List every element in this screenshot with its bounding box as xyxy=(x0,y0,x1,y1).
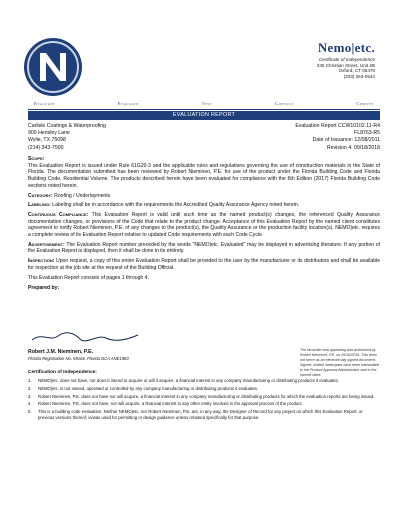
continuous-compliance-label: Continuous Compliance: xyxy=(28,211,89,218)
manufacturer-block xyxy=(28,123,106,152)
seal-note: The facsimile seal appearing was authorized by Robert Nieminen, P.E. on 09/18/2018. This does not serve as an electronically signed document. Signed, sealed hardcopies have been transmitted to the Product Approval Administrator and to the named client. xyxy=(300,348,379,377)
category-text: Roofing / Underlayments xyxy=(54,192,111,199)
company-address-line2: Oxford, CT 06478 xyxy=(338,68,375,74)
disclosure-title: Certification of Independence: xyxy=(28,370,98,375)
pages-note: This Evaluation Report consists of pages 1 through 4. xyxy=(28,274,149,281)
service-nav xyxy=(28,101,380,109)
labeling-text: Labeling shall be in accordance with the requirements the Accredited Quality Assurance Agency noted herein. xyxy=(52,202,300,209)
revision: Revision 4: 09/18/2018 xyxy=(326,144,380,151)
inspection-label: Inspection: xyxy=(28,258,55,265)
category-label: Category: xyxy=(28,192,53,199)
company-address-line1: 345 Christian Street, Unit 2B xyxy=(316,62,375,68)
signer-name: Robert J.M. Nieminen, P.E. xyxy=(28,349,94,355)
scope-section xyxy=(28,156,380,190)
company-subtitle: Certificate of Independence xyxy=(318,56,375,62)
disclosure-item: 4. Robert Nieminen, P.E. does not have, nor will acquire, a financial interest in any other entity involved in the approval process of the product. xyxy=(28,401,303,407)
nav-item-3: Test xyxy=(201,101,213,106)
header-divider xyxy=(28,109,380,110)
manufacturer-name: Carlisle Coatings & Waterproofing xyxy=(28,123,106,129)
labeling-label: Labeling: xyxy=(28,202,51,209)
scope-text: This Evaluation Report is issued under Rule 61G20-3 and the applicable rules and regulations governing the use of construction materials in the State of Florida. The documentation submitted has been reviewed by Robert Nieminen, P.E. for use of the product under the Florida Building Code and Florida Building Code, Residential Volume. The products described herein have been evaluated for compliance with the 6th Edition (2017) Florida Building Code sections noted herein. xyxy=(28,162,380,189)
company-name: Nemo|etc. xyxy=(317,40,375,55)
nav-item-2: Evaluate xyxy=(117,101,139,106)
category-section xyxy=(28,193,380,200)
signature-icon xyxy=(28,330,158,344)
company-phone: (203) 263-0544 xyxy=(343,74,375,80)
report-number: Evaluation Report CCW10102.11-R4 xyxy=(295,123,380,129)
nemo-logo-icon xyxy=(22,36,84,98)
scope-label: Scope: xyxy=(28,156,45,162)
advertisement-label: Advertisement: xyxy=(28,241,65,248)
manufacturer-address1: 900 Hensley Lane xyxy=(28,130,70,137)
fl-number: FL8763-R5 xyxy=(354,130,380,137)
continuous-compliance-text: This Evaluation Report is valid until such time as the named product(s) changes, the referenced Quality Assurance documentation changes, or provisions of the Code that relate to the product change. Acceptance of this Evaluation Report by the named client constitutes agreement to notify Robert Nieminen, P.E. of any changes to the product(s), the Quality Assurance or the production facility location(s). NEMO|etc. requires a complete review of its Evaluation Report relative to updated Code requirements with each Code Cycle. xyxy=(28,211,381,239)
continuous-compliance-section xyxy=(28,212,380,239)
issuance-date: Date of Issuance: 12/08/2011 xyxy=(312,137,380,144)
report-title-bar: EVALUATION REPORT xyxy=(28,111,380,120)
signer-block xyxy=(28,349,129,363)
nav-item-4: Consult xyxy=(274,101,294,106)
disclosure-list xyxy=(28,378,380,423)
prepared-by-label: Prepared by: xyxy=(28,285,60,292)
disclosure-item: 1. NEMO|etc. does not have, nor does it intend to acquire or will it acquire, a financial interest in any company manufacturing or distributing products it evaluates. xyxy=(28,378,339,383)
company-header xyxy=(317,40,375,80)
signer-license: Florida Registration No. 59166, Florida DCA ANE1983 xyxy=(28,355,129,361)
advertisement-text: The Evaluation Report number preceded by the words "NEMO|etc. Evaluated" may be displayed in advertising literature. If any portion of the Evaluation Report is displayed, then it shall be done in its entirety. xyxy=(28,241,380,255)
inspection-section xyxy=(28,258,380,271)
manufacturer-address2: Wylie, TX 75098 xyxy=(28,137,66,144)
disclosure-item: 3. Robert Nieminen, P.E. does not have nor will acquire, a financial interest in any company manufacturing or distributing products for which the evaluation reports are being issued. xyxy=(28,393,375,399)
disclosure-item: 2. NEMO|etc. is not owned, operated or controlled by any company manufacturing or distributing products it evaluates. xyxy=(28,385,259,391)
report-info-block xyxy=(295,123,380,152)
disclosure-item: 5. This is a building code evaluation. Neither NEMO|etc. nor Robert Nieminen, P.E. are, in any way, the Designer of Record for any project on which this Evaluation Report, or previous versions thereof, is/was used for permitting or design guidance unless retained specifically for that purpose. xyxy=(28,409,363,420)
report-body xyxy=(28,156,380,295)
nav-item-1: Evaluate xyxy=(34,101,56,106)
advertisement-section xyxy=(28,242,380,255)
inspection-text: Upon request, a copy of this entire Evaluation Report shall be provided to the user by the manufacturer or its distributors and shall be available for inspection at the job site at the request of the Building Official. xyxy=(28,258,380,271)
nav-item-5: Certify xyxy=(356,101,374,106)
manufacturer-phone: (214) 343-7500 xyxy=(28,144,64,151)
labeling-section xyxy=(28,202,380,209)
